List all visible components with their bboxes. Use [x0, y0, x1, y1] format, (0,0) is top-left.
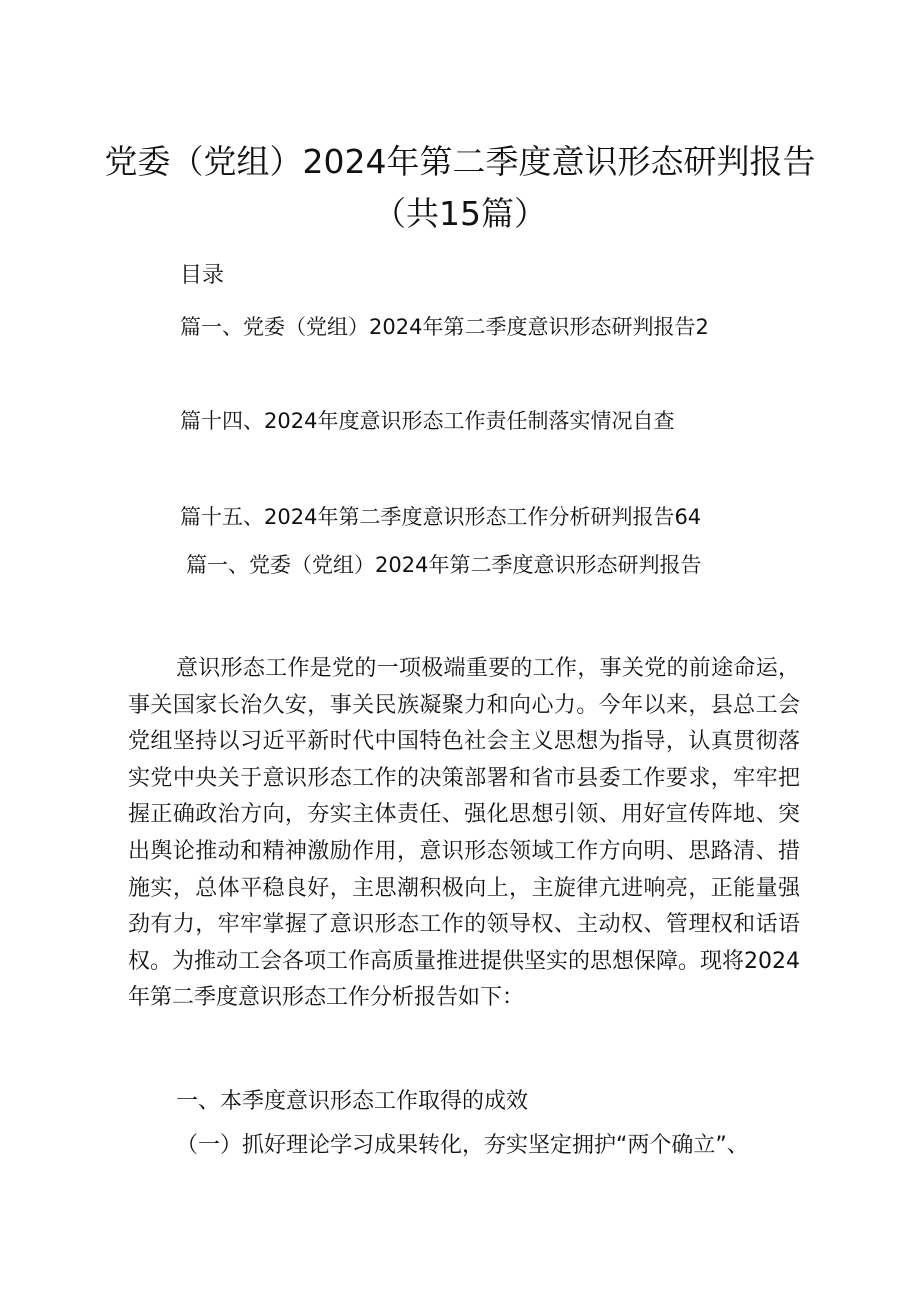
chapter-heading: 篇一、党委（党组）2024年第二季度意识形态研判报告: [186, 553, 702, 577]
subsection-heading: （一）抓好理论学习成果转化，夯实坚定拥护“两个确立”、: [176, 1133, 749, 1158]
toc-item: 篇十五、2024年第二季度意识形态工作分析研判报告64: [180, 505, 702, 529]
toc-item: 篇一、党委（党组）2024年第二季度意识形态研判报告2: [180, 315, 709, 339]
section-heading: 一、本季度意识形态工作取得的成效: [176, 1089, 529, 1114]
document-title: 党委（党组）2024年第二季度意识形态研判报告（共15篇）: [104, 142, 816, 233]
toc-item: 篇十四、2024年度意识形态工作责任制落实情况自查: [180, 409, 675, 433]
intro-paragraph: 意识形态工作是党的一项极端重要的工作，事关党的前途命运，事关国家长治久安，事关民族凝聚力和向心力。今年以来，县总工会党组坚持以习近平新时代中国特色社会主义思想为指导，认真贯彻落实党中央关于意识形态工作的决策部署和省市县委工作要求，牢牢把握正确政治方向，夯实主体责任、强化思想引领、用好宣传阵地、突出舆论推动和精神激励作用，意识形态领域工作方向明、思路清、措施实，总体平稳良好，主思潮积极向上，主旋律亢进响亮，正能量强劲有力，牢牢掌握了意识形态工作的领导权、主动权、管理权和话语权。为推动工会各项工作高质量推进提供坚实的思想保障。现将2024年第二季度意识形态工作分析报告如下：: [128, 656, 800, 1011]
toc-heading: 目录: [180, 263, 225, 288]
